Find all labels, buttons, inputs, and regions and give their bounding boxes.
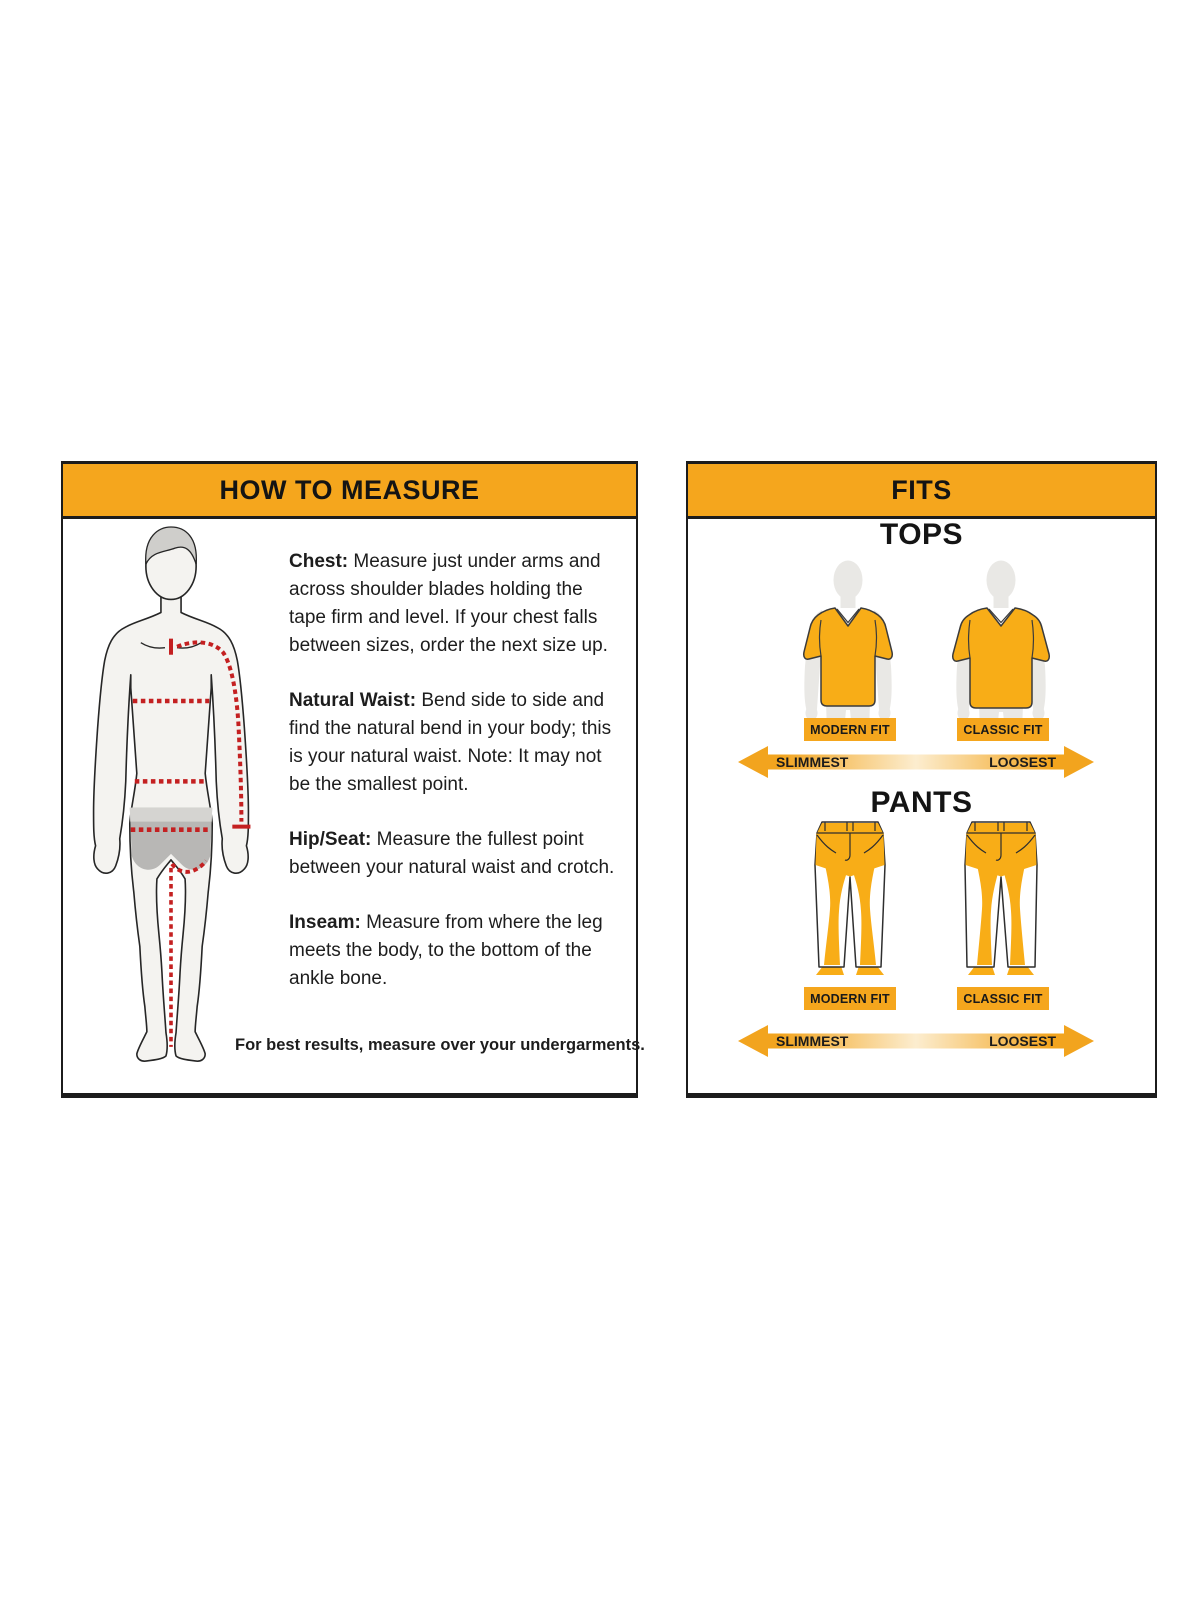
fits-title: FITS [891, 474, 952, 505]
classic-fit-pants-svg [946, 819, 1056, 979]
pants-classic-fit-badge: CLASSIC FIT [957, 987, 1049, 1010]
how-to-measure-header [63, 464, 636, 519]
instruction-inseam [289, 909, 619, 993]
tops-modern-fit-badge: MODERN FIT [804, 718, 896, 741]
modern-fit-top-svg [788, 558, 908, 733]
fits-header [688, 464, 1155, 519]
tops-classic-fit-badge: CLASSIC FIT [957, 718, 1049, 741]
modern-fit-top-illustration [788, 558, 908, 733]
tops-scale-loosest-label: LOOSEST [989, 754, 1056, 770]
tops-scale-slimmest-label: SLIMMEST [776, 754, 849, 770]
classic-fit-top-illustration [941, 558, 1061, 733]
pants-scale-slimmest-label: SLIMMEST [776, 1033, 849, 1049]
measure-instructions [289, 548, 619, 1020]
instruction-chest [289, 548, 619, 660]
measurement-figure-svg [83, 522, 259, 1070]
measurement-figure-illustration [83, 522, 259, 1070]
instruction-hip-seat-label: Hip/Seat: [289, 829, 372, 850]
modern-fit-pants-svg [795, 819, 905, 979]
tops-heading: TOPS [879, 518, 964, 551]
how-to-measure-panel [61, 461, 645, 1098]
modern-fit-pants-illustration [795, 819, 905, 979]
classic-fit-top-svg [941, 558, 1061, 733]
instruction-chest-label: Chest: [289, 551, 349, 572]
tops-fit-scale [738, 744, 1094, 780]
classic-fit-pants-illustration [946, 819, 1056, 979]
instruction-natural-waist-text: Bend side to side and find the natural bend in your body; this is your natural waist. Note: It may not be the smallest point. [289, 690, 612, 795]
instruction-inseam-text: Measure from where the leg meets the body, to the bottom of the ankle bone. [289, 912, 603, 989]
pants-fit-scale [738, 1023, 1094, 1059]
fits-panel [686, 461, 1157, 1098]
instruction-natural-waist-label: Natural Waist: [289, 690, 417, 711]
instruction-inseam-label: Inseam: [289, 912, 361, 933]
pants-modern-fit-badge: MODERN FIT [804, 987, 896, 1010]
instruction-chest-text: Measure just under arms and across shoulder blades holding the tape firm and level. If your chest falls between sizes, order the next size up. [289, 551, 608, 656]
measure-footnote: For best results, measure over your undergarments. [235, 1036, 645, 1054]
instruction-hip-seat [289, 826, 619, 882]
instruction-natural-waist [289, 687, 619, 799]
instruction-hip-seat-text: Measure the fullest point between your natural waist and crotch. [289, 829, 615, 878]
shorts-waist-band [130, 808, 212, 822]
pants-heading: PANTS [870, 786, 973, 819]
pants-scale-loosest-label: LOOSEST [989, 1033, 1056, 1049]
how-to-measure-title: HOW TO MEASURE [219, 474, 480, 505]
